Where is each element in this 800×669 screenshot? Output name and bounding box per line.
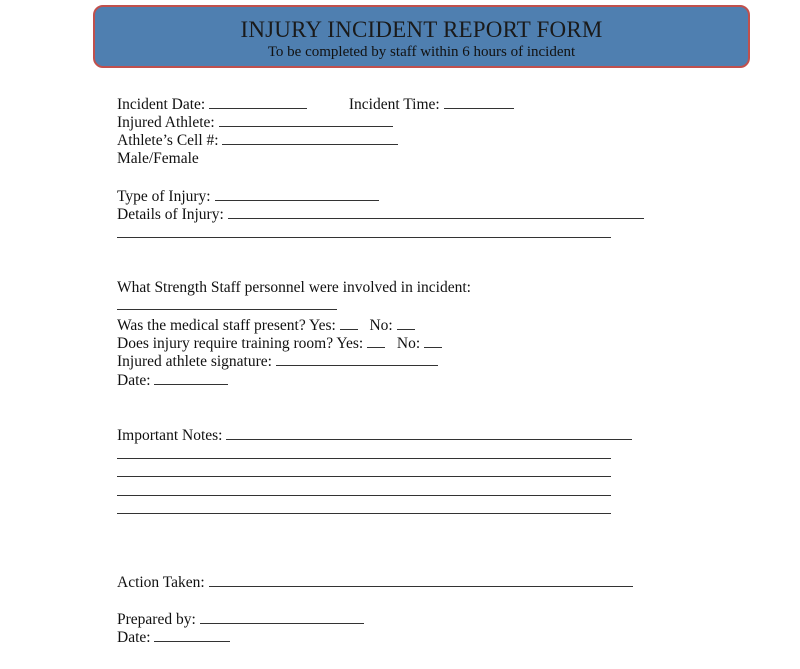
medical-staff-row <box>117 316 415 335</box>
important-notes-label: Important Notes: <box>117 427 223 444</box>
incident-date-row <box>117 95 514 114</box>
incident-time-label: Incident Time: <box>348 96 440 113</box>
details-of-injury-label: Details of Injury: <box>117 206 224 223</box>
gender-row <box>117 150 199 168</box>
details-continuation-blank[interactable] <box>117 224 611 238</box>
incident-date-blank[interactable] <box>209 95 307 109</box>
signature-date-label: Date: <box>117 372 151 389</box>
athlete-cell-label: Athlete’s Cell #: <box>117 132 219 149</box>
form-header-banner <box>93 5 750 68</box>
notes-line-blank[interactable] <box>117 445 611 459</box>
strength-staff-blank[interactable] <box>117 296 337 310</box>
training-room-row <box>117 334 442 353</box>
details-continuation-row <box>117 224 611 243</box>
prepared-date-row <box>117 628 230 647</box>
signature-row <box>117 352 438 371</box>
training-room-no-label: No: <box>396 335 421 352</box>
medical-staff-no-blank[interactable] <box>397 316 415 330</box>
medical-staff-no-label: No: <box>369 317 393 334</box>
incident-date-label: Incident Date: <box>117 96 206 113</box>
notes-line <box>117 482 611 501</box>
notes-line-blank[interactable] <box>117 482 611 496</box>
type-of-injury-label: Type of Injury: <box>117 188 211 205</box>
incident-time-blank[interactable] <box>444 95 514 109</box>
notes-line-blank[interactable] <box>117 500 611 514</box>
injured-athlete-row <box>117 113 393 132</box>
signature-date-row <box>117 371 228 390</box>
training-room-question: Does injury require training room? Yes: <box>117 335 364 352</box>
notes-line <box>117 445 611 464</box>
athlete-cell-blank[interactable] <box>222 131 398 145</box>
important-notes-blank[interactable] <box>226 426 632 440</box>
type-of-injury-blank[interactable] <box>215 187 379 201</box>
signature-date-blank[interactable] <box>154 371 228 385</box>
gender-text: Male/Female <box>117 150 199 167</box>
form-title: INJURY INCIDENT REPORT FORM <box>240 17 603 42</box>
athlete-cell-row <box>117 131 398 150</box>
notes-line-blank[interactable] <box>117 463 611 477</box>
action-taken-row <box>117 573 633 592</box>
training-room-no-blank[interactable] <box>424 334 442 348</box>
form-subtitle: To be completed by staff within 6 hours of incident <box>267 44 576 60</box>
injured-athlete-label: Injured Athlete: <box>117 114 215 131</box>
prepared-date-blank[interactable] <box>154 628 230 642</box>
signature-blank[interactable] <box>276 352 438 366</box>
strength-staff-answer-row <box>117 296 337 315</box>
important-notes-row <box>117 426 632 445</box>
type-of-injury-row <box>117 187 379 206</box>
training-room-yes-blank[interactable] <box>367 334 385 348</box>
strength-staff-question: What Strength Staff personnel were involved in incident: <box>117 279 471 296</box>
prepared-date-label: Date: <box>117 629 151 646</box>
strength-staff-row <box>117 279 471 297</box>
action-taken-label: Action Taken: <box>117 574 205 591</box>
medical-staff-question: Was the medical staff present? Yes: <box>117 317 336 334</box>
prepared-by-label: Prepared by: <box>117 611 196 628</box>
signature-label: Injured athlete signature: <box>117 353 272 370</box>
prepared-by-blank[interactable] <box>200 610 364 624</box>
injured-athlete-blank[interactable] <box>219 113 393 127</box>
action-taken-blank[interactable] <box>209 573 633 587</box>
details-of-injury-row <box>117 205 644 224</box>
notes-line <box>117 463 611 482</box>
details-of-injury-blank[interactable] <box>228 205 644 219</box>
medical-staff-yes-blank[interactable] <box>340 316 358 330</box>
prepared-by-row <box>117 610 364 629</box>
notes-line <box>117 500 611 519</box>
